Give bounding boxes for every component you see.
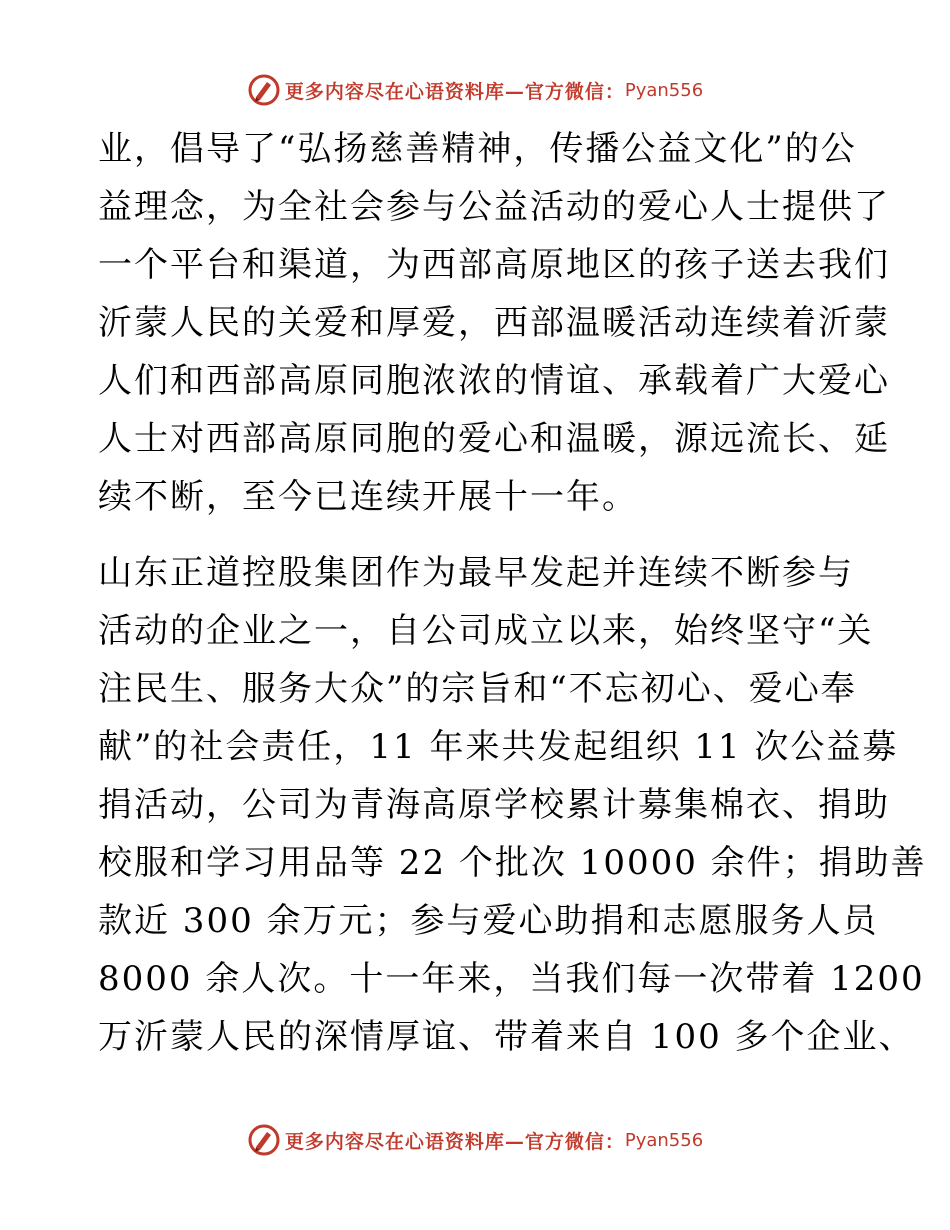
text-line: 一个平台和渠道，为西部高原地区的孩子送去我们	[98, 245, 890, 285]
text-line: 注民生、服务大众”的宗旨和“不忘初心、爱心奉	[98, 669, 857, 709]
footer-banner	[0, 1120, 950, 1160]
text-line: 人士对西部高原同胞的爱心和温暖，源远流长、延	[98, 419, 890, 459]
document-body	[98, 120, 927, 1066]
text-line: 捐活动，公司为青海高原学校累计募集棉衣、捐助	[98, 785, 890, 825]
paragraph-2	[98, 544, 927, 1066]
header-banner-text: 更多内容尽在心语资料库—官方微信：	[284, 80, 625, 103]
footer-banner-text: 更多内容尽在心语资料库—官方微信：	[284, 1130, 625, 1153]
text-line: 人们和西部高原同胞浓浓的情谊、承载着广大爱心	[98, 361, 890, 401]
text-line: 山东正道控股集团作为最早发起并连续不断参与	[98, 553, 854, 593]
text-line: 8000 余人次。十一年来，当我们每一次带着 1200	[98, 959, 925, 999]
brand-logo-icon	[247, 73, 281, 107]
text-line: 校服和学习用品等 22 个批次 10000 余件；捐助善	[98, 843, 927, 883]
footer-wechat-id: Pyan556	[624, 1129, 704, 1151]
text-line: 续不断，至今已连续开展十一年。	[98, 477, 638, 517]
brand-logo-icon	[247, 1123, 281, 1157]
text-line: 活动的企业之一，自公司成立以来，始终坚守“关	[98, 611, 874, 651]
text-line: 献”的社会责任，11 年来共发起组织 11 次公益募	[98, 727, 899, 767]
text-line: 万沂蒙人民的深情厚谊、带着来自 100 多个企业、	[98, 1017, 915, 1057]
text-line: 沂蒙人民的关爱和厚爱，西部温暖活动连续着沂蒙	[98, 303, 890, 343]
text-line: 业，倡导了“弘扬慈善精神，传播公益文化”的公	[98, 129, 857, 169]
header-banner	[0, 70, 950, 110]
paragraph-1	[98, 120, 890, 526]
text-line: 益理念，为全社会参与公益活动的爱心人士提供了	[98, 187, 890, 227]
header-wechat-id: Pyan556	[624, 79, 704, 101]
text-line: 款近 300 余万元；参与爱心助捐和志愿服务人员	[98, 901, 879, 941]
